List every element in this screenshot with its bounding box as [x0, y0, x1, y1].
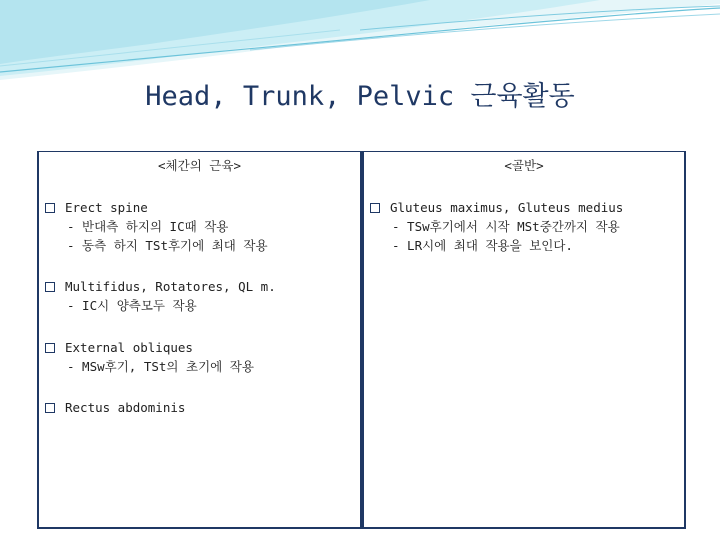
- item-detail: - IC시 양측모두 작용: [67, 298, 197, 313]
- checkbox-bullet-icon: [45, 343, 55, 353]
- trunk-muscles-header: <체간의 근육>: [158, 158, 241, 173]
- checkbox-bullet-icon: [45, 403, 55, 413]
- trunk-muscles-panel: [37, 151, 362, 529]
- item-label: External obliques: [65, 340, 193, 355]
- list-item: [45, 338, 254, 376]
- item-detail: - LR시에 최대 작용을 보인다.: [392, 238, 573, 253]
- item-detail: - 반대측 하지의 IC때 작용: [67, 219, 229, 234]
- checkbox-bullet-icon: [45, 282, 55, 292]
- checkbox-bullet-icon: [45, 203, 55, 213]
- pelvis-muscles-panel: [362, 151, 686, 529]
- list-item: [370, 198, 623, 255]
- item-detail: - MSw후기, TSt의 초기에 작용: [67, 359, 254, 374]
- item-detail: - TSw후기에서 시작 MSt중간까지 작용: [392, 219, 620, 234]
- item-detail: - 동측 하지 TSt후기에 최대 작용: [67, 238, 268, 253]
- item-label: Erect spine: [65, 200, 148, 215]
- list-item: [45, 277, 276, 315]
- list-item: [45, 198, 268, 255]
- list-item: [45, 398, 185, 417]
- item-label: Multifidus, Rotatores, QL m.: [65, 279, 276, 294]
- checkbox-bullet-icon: [370, 203, 380, 213]
- page-title: Head, Trunk, Pelvic 근육활동: [145, 81, 575, 112]
- pelvis-muscles-header: <골반>: [504, 158, 544, 173]
- item-label: Rectus abdominis: [65, 400, 186, 415]
- item-label: Gluteus maximus, Gluteus medius: [390, 200, 624, 215]
